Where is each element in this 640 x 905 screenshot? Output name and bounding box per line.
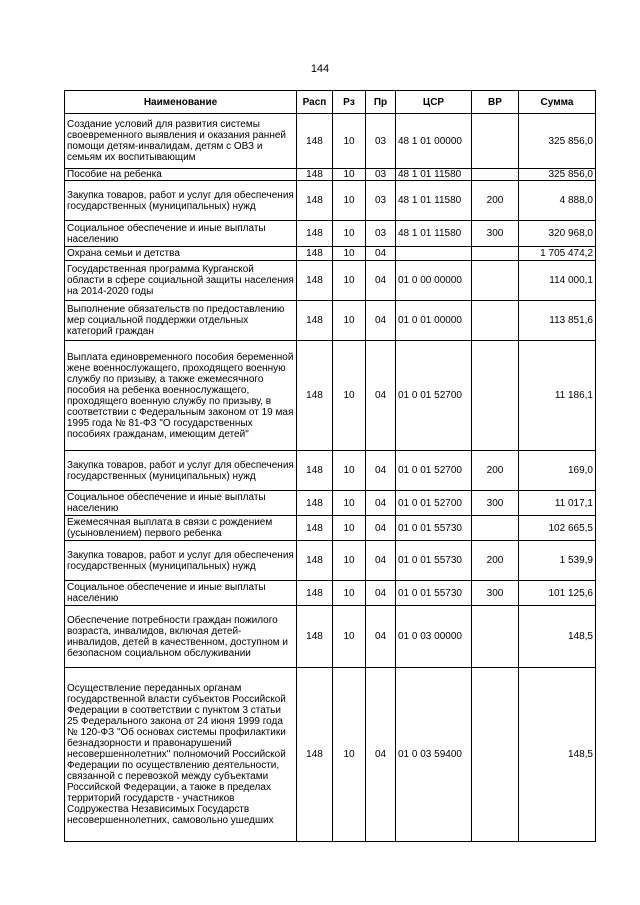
row-rz: 10 xyxy=(333,181,366,221)
row-vr: 300 xyxy=(472,221,519,247)
table-row xyxy=(65,606,596,668)
table-row xyxy=(65,541,596,581)
row-pr: 03 xyxy=(366,221,396,247)
row-name: Закупка товаров, работ и услуг для обеспечения государственных (муниципальных) нужд xyxy=(65,541,297,581)
row-rasp: 148 xyxy=(297,169,333,181)
col-header-vr: ВР xyxy=(472,91,519,114)
row-csr: 01 0 01 52700 xyxy=(396,491,472,516)
row-csr: 01 0 03 00000 xyxy=(396,606,472,668)
row-name: Пособие на ребенка xyxy=(65,169,297,181)
row-csr: 01 0 01 55730 xyxy=(396,581,472,606)
row-sum: 113 851,6 xyxy=(519,301,596,341)
row-name: Охрана семьи и детства xyxy=(65,247,297,261)
row-pr: 04 xyxy=(366,581,396,606)
row-pr: 04 xyxy=(366,261,396,301)
row-rasp: 148 xyxy=(297,451,333,491)
row-vr xyxy=(472,261,519,301)
row-sum: 4 888,0 xyxy=(519,181,596,221)
row-sum: 114 000,1 xyxy=(519,261,596,301)
row-rz: 10 xyxy=(333,247,366,261)
row-pr: 03 xyxy=(366,114,396,169)
row-sum: 169,0 xyxy=(519,451,596,491)
table-row xyxy=(65,668,596,842)
row-csr: 01 0 01 52700 xyxy=(396,341,472,451)
row-rz: 10 xyxy=(333,668,366,842)
row-sum: 320 968,0 xyxy=(519,221,596,247)
row-vr xyxy=(472,516,519,541)
row-pr: 03 xyxy=(366,169,396,181)
row-name: Социальное обеспечение и иные выплаты населению xyxy=(65,581,297,606)
row-vr xyxy=(472,301,519,341)
row-csr: 01 0 03 59400 xyxy=(396,668,472,842)
row-sum: 148,5 xyxy=(519,668,596,842)
row-name: Осуществление переданных органам государственной власти субъектов Российской Федерации в соответствии с пунктом 3 статьи 25 Федерального закона от 24 июня 1999 года № 120-ФЗ "Об основах системы профилактики безнадзорности и правонарушений несовершеннолетних" полномочий Российской Федерации по осуществлению деятельности, связанной с перевозкой между субъектами Российской Федерации, а также в пределах территорий государств - участников Содружества Независимых Государств несовершеннолетних, самовольно ушедших xyxy=(65,668,297,842)
row-vr: 200 xyxy=(472,181,519,221)
row-vr: 300 xyxy=(472,581,519,606)
row-rasp: 148 xyxy=(297,181,333,221)
row-rz: 10 xyxy=(333,491,366,516)
row-rasp: 148 xyxy=(297,581,333,606)
row-vr xyxy=(472,341,519,451)
row-pr: 04 xyxy=(366,516,396,541)
row-csr: 48 1 01 00000 xyxy=(396,114,472,169)
table-row xyxy=(65,261,596,301)
row-rasp: 148 xyxy=(297,541,333,581)
row-csr: 01 0 01 55730 xyxy=(396,516,472,541)
row-sum: 325 856,0 xyxy=(519,114,596,169)
row-vr: 200 xyxy=(472,541,519,581)
row-name: Создание условий для развития системы своевременного выявления и оказания ранней помощи детям-инвалидам, детям с ОВЗ и семьям их воспитывающим xyxy=(65,114,297,169)
table-row xyxy=(65,169,596,181)
row-name: Выплата единовременного пособия беременной жене военнослужащего, проходящего военную службу по призыву, а также ежемесячного пособия на ребенка военнослужащего, проходящего военную службу по призыву, в соответствии с Федеральным законом от 19 мая 1995 года № 81-ФЗ "О государственных пособиях гражданам, имеющим детей" xyxy=(65,341,297,451)
row-vr xyxy=(472,114,519,169)
row-rz: 10 xyxy=(333,581,366,606)
row-vr: 200 xyxy=(472,451,519,491)
row-rasp: 148 xyxy=(297,261,333,301)
row-csr xyxy=(396,247,472,261)
row-name: Закупка товаров, работ и услуг для обеспечения государственных (муниципальных) нужд xyxy=(65,181,297,221)
row-rasp: 148 xyxy=(297,221,333,247)
col-header-rasp: Расп xyxy=(297,91,333,114)
row-rz: 10 xyxy=(333,221,366,247)
row-pr: 04 xyxy=(366,301,396,341)
row-rz: 10 xyxy=(333,516,366,541)
row-rasp: 148 xyxy=(297,247,333,261)
table-header-row xyxy=(65,91,596,114)
row-sum: 11 017,1 xyxy=(519,491,596,516)
table-row xyxy=(65,341,596,451)
row-name: Государственная программа Курганской области в сфере социальной защиты населения на 2014-2020 годы xyxy=(65,261,297,301)
row-vr xyxy=(472,606,519,668)
row-pr: 04 xyxy=(366,491,396,516)
row-csr: 48 1 01 11580 xyxy=(396,221,472,247)
row-rz: 10 xyxy=(333,261,366,301)
row-rz: 10 xyxy=(333,341,366,451)
row-vr xyxy=(472,169,519,181)
row-rasp: 148 xyxy=(297,114,333,169)
row-rz: 10 xyxy=(333,169,366,181)
col-header-name: Наименование xyxy=(65,91,297,114)
row-rasp: 148 xyxy=(297,301,333,341)
row-pr: 03 xyxy=(366,181,396,221)
row-sum: 1 705 474,2 xyxy=(519,247,596,261)
row-vr xyxy=(472,247,519,261)
table-row xyxy=(65,451,596,491)
row-pr: 04 xyxy=(366,668,396,842)
row-pr: 04 xyxy=(366,451,396,491)
row-rz: 10 xyxy=(333,114,366,169)
table-row xyxy=(65,181,596,221)
table-row xyxy=(65,581,596,606)
budget-table xyxy=(64,90,596,842)
row-csr: 01 0 01 52700 xyxy=(396,451,472,491)
row-rz: 10 xyxy=(333,541,366,581)
table-row xyxy=(65,301,596,341)
table-row xyxy=(65,247,596,261)
row-rz: 10 xyxy=(333,606,366,668)
row-name: Выполнение обязательств по предоставлению мер социальной поддержки отдельных категорий граждан xyxy=(65,301,297,341)
row-name: Закупка товаров, работ и услуг для обеспечения государственных (муниципальных) нужд xyxy=(65,451,297,491)
page-number: 144 xyxy=(310,63,330,75)
row-name: Социальное обеспечение и иные выплаты населению xyxy=(65,491,297,516)
col-header-rz: Рз xyxy=(333,91,366,114)
row-csr: 48 1 01 11580 xyxy=(396,181,472,221)
row-sum: 101 125,6 xyxy=(519,581,596,606)
row-sum: 102 665,5 xyxy=(519,516,596,541)
row-pr: 04 xyxy=(366,606,396,668)
row-pr: 04 xyxy=(366,541,396,581)
col-header-csr: ЦСР xyxy=(396,91,472,114)
col-header-sum: Сумма xyxy=(519,91,596,114)
row-rasp: 148 xyxy=(297,606,333,668)
table-row xyxy=(65,221,596,247)
row-csr: 01 0 01 00000 xyxy=(396,301,472,341)
row-sum: 1 539,9 xyxy=(519,541,596,581)
row-name: Социальное обеспечение и иные выплаты населению xyxy=(65,221,297,247)
row-csr: 01 0 01 55730 xyxy=(396,541,472,581)
row-name: Ежемесячная выплата в связи с рождением (усыновлением) первого ребенка xyxy=(65,516,297,541)
row-rz: 10 xyxy=(333,451,366,491)
row-rz: 10 xyxy=(333,301,366,341)
table-row xyxy=(65,114,596,169)
row-vr xyxy=(472,668,519,842)
row-pr: 04 xyxy=(366,247,396,261)
row-rasp: 148 xyxy=(297,491,333,516)
row-rasp: 148 xyxy=(297,341,333,451)
col-header-pr: Пр xyxy=(366,91,396,114)
row-name: Обеспечение потребности граждан пожилого возраста, инвалидов, включая детей-инвалидов, детей в качественном, доступном и безопасном социальном обслуживании xyxy=(65,606,297,668)
row-csr: 48 1 01 11580 xyxy=(396,169,472,181)
row-sum: 11 186,1 xyxy=(519,341,596,451)
row-rasp: 148 xyxy=(297,668,333,842)
row-vr: 300 xyxy=(472,491,519,516)
row-pr: 04 xyxy=(366,341,396,451)
row-rasp: 148 xyxy=(297,516,333,541)
row-sum: 325 856,0 xyxy=(519,169,596,181)
row-sum: 148,5 xyxy=(519,606,596,668)
table-row xyxy=(65,516,596,541)
row-csr: 01 0 00 00000 xyxy=(396,261,472,301)
table-row xyxy=(65,491,596,516)
